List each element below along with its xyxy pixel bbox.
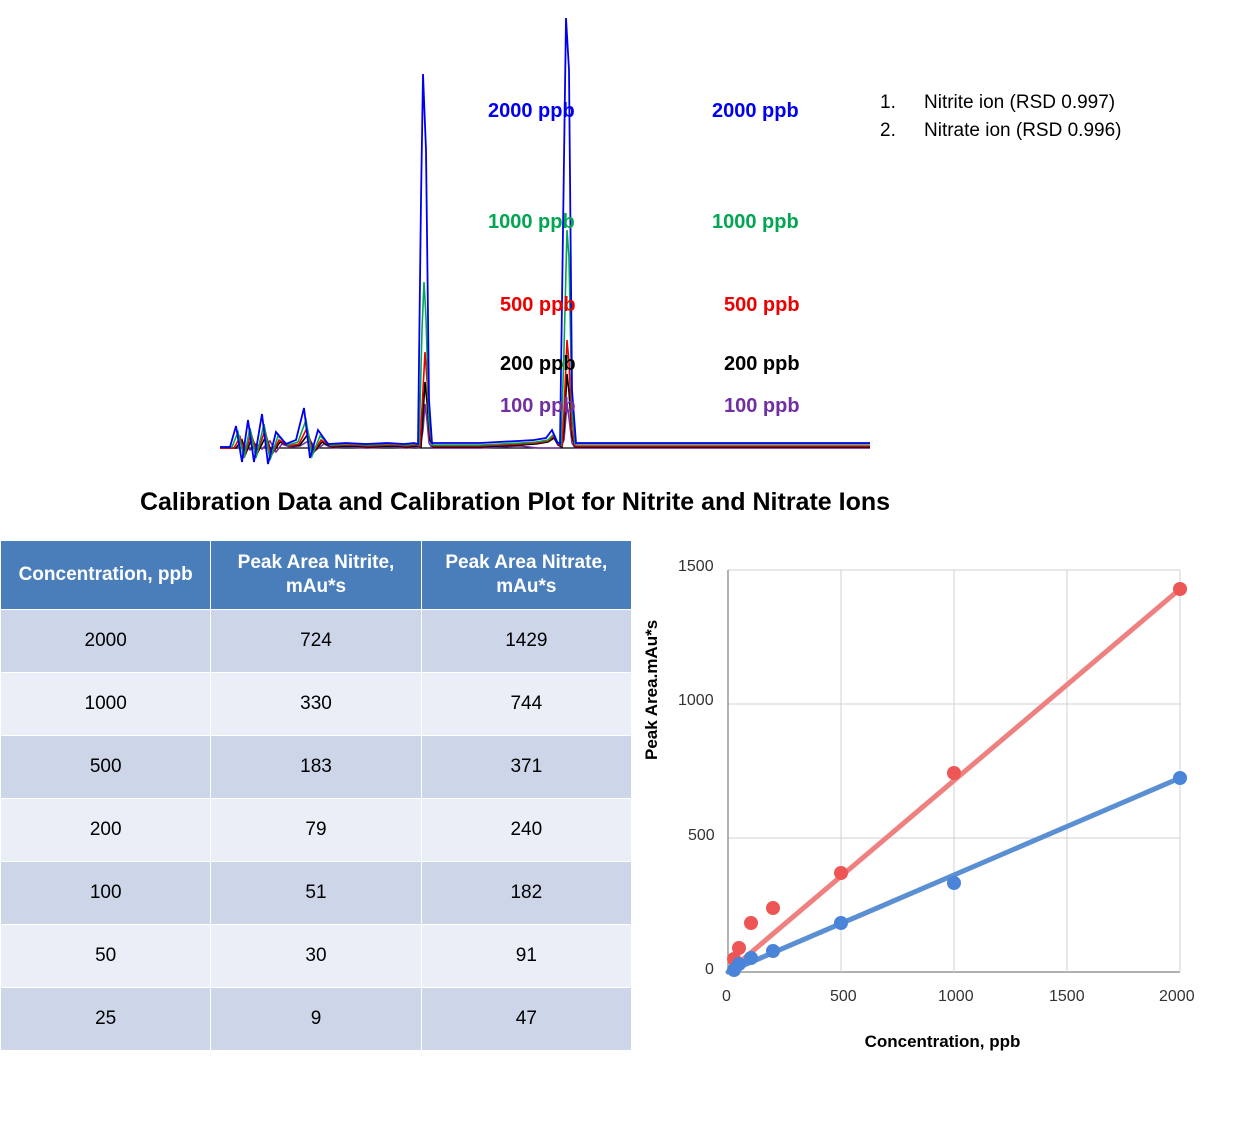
cell-concentration: 50 (1, 924, 211, 987)
table-row (1, 987, 632, 1050)
legend-label: Nitrate ion (RSD 0.996) (924, 120, 1122, 141)
cell-nitrate: 371 (421, 735, 631, 798)
peak-label-nitrate-100: 100 ppb (724, 395, 800, 417)
y-tick-1000: 1000 (678, 692, 714, 709)
point-nitrate-1000 (947, 766, 961, 780)
point-nitrate-50 (732, 941, 746, 955)
point-nitrate-2000 (1173, 582, 1187, 596)
plot-x-axis-label: Concentration, ppb (864, 1032, 1021, 1051)
trace-1000ppb (220, 230, 870, 460)
point-nitrite-100 (744, 951, 758, 965)
cell-nitrate: 47 (421, 987, 631, 1050)
legend-item (880, 92, 1121, 114)
point-nitrite-1000 (947, 876, 961, 890)
table-header-concentration: Concentration, ppb (1, 541, 211, 610)
point-nitrite-500 (834, 916, 848, 930)
peak-label-nitrite-500: 500 ppb (500, 294, 576, 316)
legend-number: 1. (880, 92, 896, 113)
table-row (1, 609, 632, 672)
table-header-row (1, 541, 632, 610)
cell-concentration: 2000 (1, 609, 211, 672)
chromatogram-panel (0, 0, 1235, 480)
cell-nitrite: 9 (211, 987, 421, 1050)
legend-number: 2. (880, 120, 896, 141)
peak-label-nitrite-1000: 1000 ppb (488, 211, 575, 233)
peak-label-nitrate-2000: 2000 ppb (712, 100, 799, 122)
y-tick-1500: 1500 (678, 558, 714, 575)
x-tick-2000: 2000 (1159, 988, 1195, 1005)
table-row (1, 924, 632, 987)
cell-nitrite: 330 (211, 672, 421, 735)
peak-label-nitrate-500: 500 ppb (724, 294, 800, 316)
table-row (1, 735, 632, 798)
calibration-table (0, 540, 632, 1051)
cell-nitrate: 182 (421, 861, 631, 924)
cell-nitrite: 79 (211, 798, 421, 861)
peak-label-nitrate-1000: 1000 ppb (712, 211, 799, 233)
point-nitrite-50 (732, 957, 746, 971)
cell-nitrite: 51 (211, 861, 421, 924)
calibration-plot (642, 540, 1235, 1085)
plot-y-axis-label: Peak Area.mAu*s (642, 619, 661, 760)
table-header-nitrate: Peak Area Nitrate, mAu*s (421, 541, 631, 610)
point-nitrate-500 (834, 866, 848, 880)
table-header-nitrite: Peak Area Nitrite, mAu*s (211, 541, 421, 610)
cell-concentration: 25 (1, 987, 211, 1050)
y-tick-0: 0 (705, 961, 714, 978)
x-tick-1000: 1000 (938, 988, 974, 1005)
cell-concentration: 100 (1, 861, 211, 924)
cell-nitrate: 744 (421, 672, 631, 735)
cell-nitrate: 240 (421, 798, 631, 861)
cell-nitrite: 183 (211, 735, 421, 798)
x-tick-1500: 1500 (1049, 988, 1085, 1005)
point-nitrate-100 (744, 916, 758, 930)
point-nitrate-200 (766, 901, 780, 915)
table-row (1, 798, 632, 861)
x-tick-500: 500 (830, 988, 857, 1005)
plot-canvas (650, 540, 1235, 1010)
cell-concentration: 200 (1, 798, 211, 861)
cell-nitrite: 30 (211, 924, 421, 987)
peak-label-nitrate-200: 200 ppb (724, 353, 800, 375)
cell-concentration: 500 (1, 735, 211, 798)
point-nitrite-2000 (1173, 771, 1187, 785)
peak-legend (880, 92, 1121, 148)
peak-label-nitrite-200: 200 ppb (500, 353, 576, 375)
section-title: Calibration Data and Calibration Plot for Nitrite and Nitrate Ions (139, 488, 891, 516)
cell-nitrate: 91 (421, 924, 631, 987)
peak-label-nitrite-100: 100 ppb (500, 395, 576, 417)
peak-label-nitrite-2000: 2000 ppb (488, 100, 575, 122)
x-tick-0: 0 (722, 988, 731, 1005)
table-row (1, 861, 632, 924)
cell-concentration: 1000 (1, 672, 211, 735)
legend-label: Nitrite ion (RSD 0.997) (924, 92, 1116, 113)
cell-nitrite: 724 (211, 609, 421, 672)
legend-item (880, 120, 1121, 142)
table-row (1, 672, 632, 735)
cell-nitrate: 1429 (421, 609, 631, 672)
point-nitrite-200 (766, 944, 780, 958)
y-tick-500: 500 (688, 827, 715, 844)
